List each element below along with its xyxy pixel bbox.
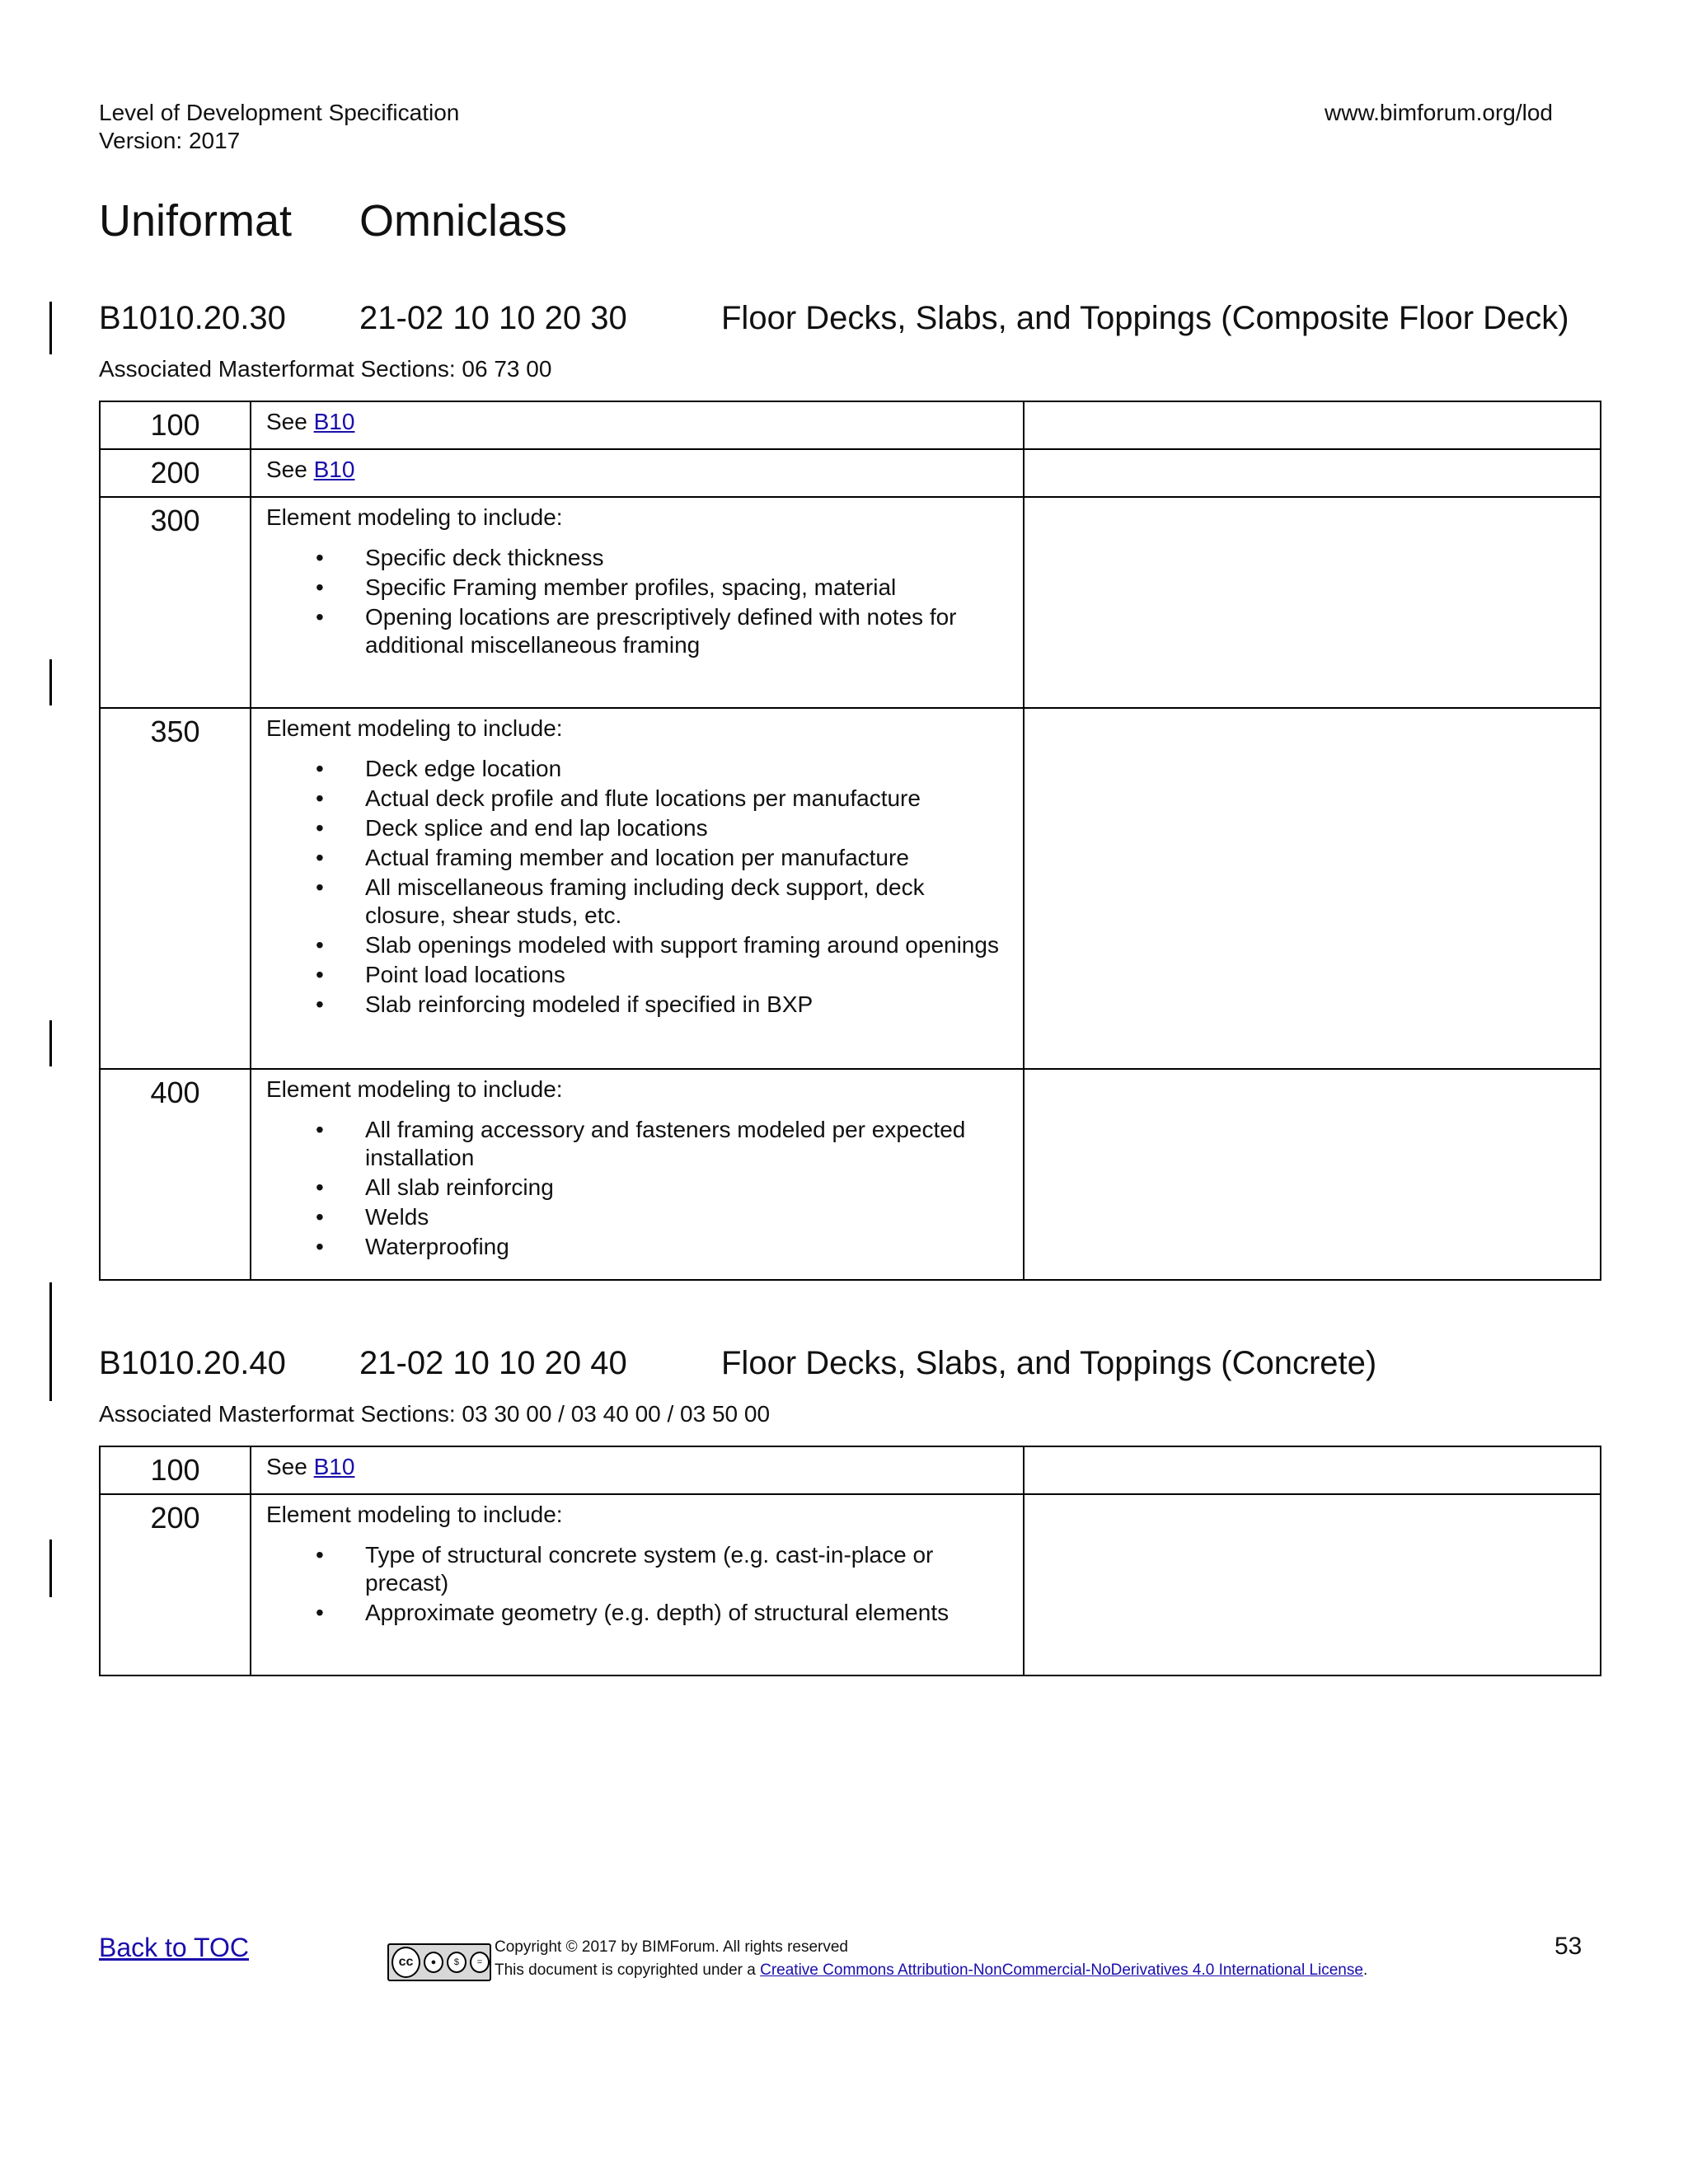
license-prefix: This document is copyrighted under a (495, 1961, 761, 1979)
section-omniclass-code: 21-02 10 10 20 40 (359, 1345, 627, 1381)
description-intro: Element modeling to include: (266, 1502, 563, 1527)
creative-commons-badge (387, 1943, 491, 1981)
list-item: • All framing accessory and fasteners modeled per expected installation (365, 1116, 1008, 1172)
list-item: • Welds (365, 1203, 1008, 1231)
lod-description (251, 449, 1024, 497)
omniclass-column-heading: Omniclass (359, 196, 568, 246)
section-uniformat-code: B1010.20.30 (99, 300, 286, 336)
table-row (100, 1069, 1601, 1280)
notes-cell (1024, 497, 1601, 708)
list-item: • Opening locations are prescriptively defined with notes for additional miscellaneous framing (365, 603, 1008, 659)
list-item: • Deck edge location (365, 755, 1008, 783)
bullet-list (266, 1541, 1008, 1627)
bullet-list (266, 544, 1008, 659)
notes-cell (1024, 1446, 1601, 1494)
copyright-text: Copyright © 2017 by BIMForum. All rights reserved (495, 1938, 849, 1956)
b10-link[interactable]: B10 (313, 457, 355, 482)
see-text: See (266, 457, 314, 482)
list-item: • All slab reinforcing (365, 1174, 1008, 1202)
uniformat-column-heading: Uniformat (99, 196, 293, 246)
notes-cell (1024, 1494, 1601, 1675)
lod-number: 200 (100, 449, 251, 497)
list-item: • All miscellaneous framing including deck support, deck closure, shear studs, etc. (365, 874, 1008, 930)
list-item: • Slab openings modeled with support framing around openings (365, 931, 1008, 959)
list-item: • Actual framing member and location per manufacture (365, 844, 1008, 872)
license-text (495, 1961, 1367, 1980)
table-row (100, 497, 1601, 708)
lod-description (251, 497, 1024, 708)
lod-description (251, 401, 1024, 449)
lod-description (251, 708, 1024, 1069)
notes-cell (1024, 1069, 1601, 1280)
list-item: • Specific deck thickness (365, 544, 1008, 572)
lod-description (251, 1446, 1024, 1494)
list-item: • Point load locations (365, 961, 1008, 989)
lod-number: 350 (100, 708, 251, 1069)
lod-number: 200 (100, 1494, 251, 1675)
list-item: • Approximate geometry (e.g. depth) of structural elements (365, 1599, 1008, 1627)
license-suffix: . (1362, 1961, 1368, 1979)
lod-number: 400 (100, 1069, 251, 1280)
header-url: www.bimforum.org/lod (1325, 100, 1553, 125)
notes-cell (1024, 401, 1601, 449)
section-omniclass-code: 21-02 10 10 20 30 (359, 300, 627, 336)
see-text: See (266, 1454, 314, 1479)
section-title: Floor Decks, Slabs, and Toppings (Composite Floor Deck) (721, 300, 1569, 336)
nd-icon: = (470, 1952, 490, 1973)
license-link[interactable]: Creative Commons Attribution-NonCommercial-NoDerivatives 4.0 International License (760, 1961, 1363, 1979)
list-item: • Specific Framing member profiles, spacing, material (365, 574, 1008, 602)
table-row (100, 708, 1601, 1069)
see-text: See (266, 409, 314, 434)
lod-description (251, 1069, 1024, 1280)
lod-number: 100 (100, 401, 251, 449)
list-item: • Actual deck profile and flute locations per manufacture (365, 785, 1008, 813)
b10-link[interactable]: B10 (313, 1454, 355, 1479)
notes-cell (1024, 449, 1601, 497)
list-item: • Deck splice and end lap locations (365, 814, 1008, 842)
by-icon: ● (424, 1952, 443, 1973)
back-to-toc-link[interactable]: Back to TOC (99, 1933, 249, 1962)
document-version: Version: 2017 (99, 128, 241, 153)
list-item: • Type of structural concrete system (e.g. cast-in-place or precast) (365, 1541, 1008, 1597)
list-item: • Slab reinforcing modeled if specified in BXP (365, 991, 1008, 1019)
list-item: • Waterproofing (365, 1233, 1008, 1261)
notes-cell (1024, 708, 1601, 1069)
section-title: Floor Decks, Slabs, and Toppings (Concrete) (721, 1345, 1377, 1381)
bullet-list (266, 755, 1008, 1019)
table-row (100, 401, 1601, 449)
table-row (100, 449, 1601, 497)
description-intro: Element modeling to include: (266, 1076, 563, 1102)
table-row (100, 1494, 1601, 1675)
table-row (100, 1446, 1601, 1494)
document-title: Level of Development Specification (99, 100, 460, 125)
associated-masterformat: Associated Masterformat Sections: 03 30 00 / 03 40 00 / 03 50 00 (99, 1401, 771, 1427)
change-bar (49, 659, 52, 705)
lod-table (99, 1446, 1601, 1676)
lod-number: 300 (100, 497, 251, 708)
cc-icon: cc (392, 1947, 420, 1978)
change-bar (49, 1282, 52, 1401)
nc-icon: $ (447, 1952, 467, 1973)
b10-link[interactable]: B10 (313, 409, 355, 434)
lod-description (251, 1494, 1024, 1675)
description-intro: Element modeling to include: (266, 504, 563, 530)
lod-table (99, 401, 1601, 1281)
lod-number: 100 (100, 1446, 251, 1494)
section-uniformat-code: B1010.20.40 (99, 1345, 286, 1381)
page-number: 53 (1554, 1933, 1582, 1960)
bullet-list (266, 1116, 1008, 1261)
change-bar (49, 1020, 52, 1066)
change-bar (49, 1540, 52, 1597)
change-bar (49, 302, 52, 354)
description-intro: Element modeling to include: (266, 715, 563, 741)
associated-masterformat: Associated Masterformat Sections: 06 73 00 (99, 356, 552, 382)
